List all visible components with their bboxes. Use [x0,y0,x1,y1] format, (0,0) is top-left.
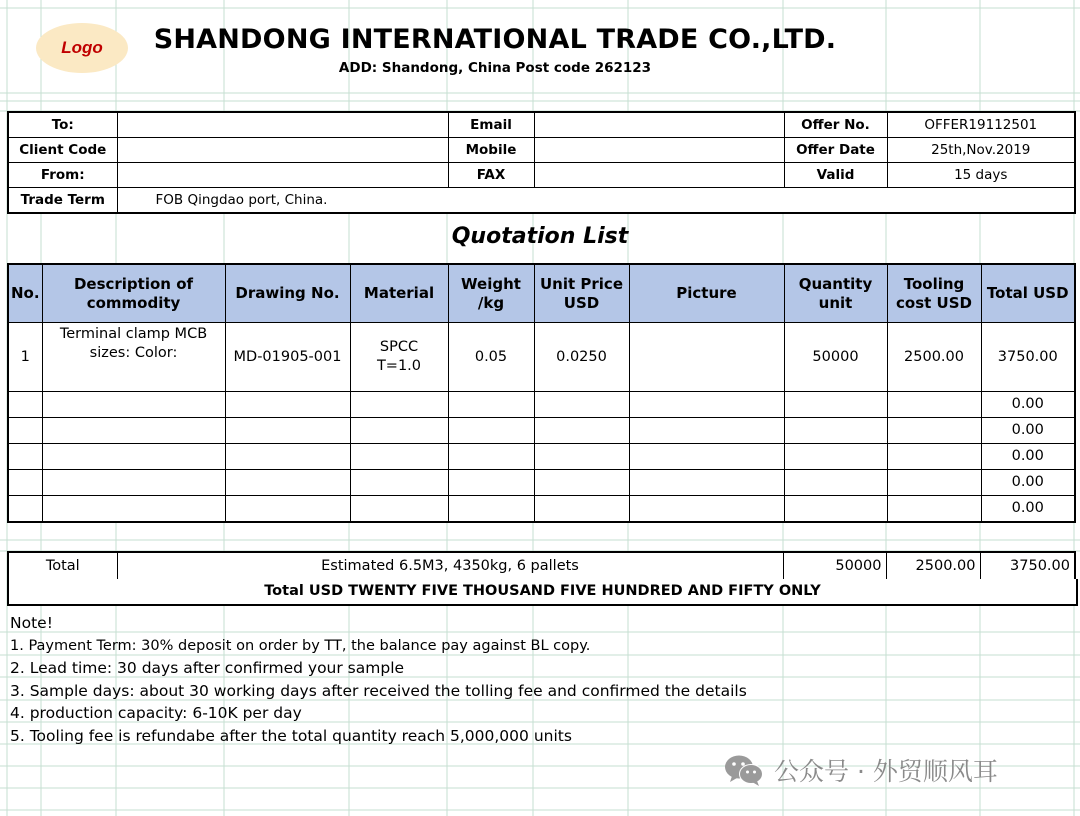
empty-cell[interactable] [629,470,784,496]
table-row [8,444,1075,470]
col-header-total: Total USD [981,264,1075,323]
note-item: 2. Lead time: 30 days after confirmed your sample [10,659,405,677]
row-total[interactable]: 0.00 [981,444,1075,470]
empty-cell[interactable] [534,496,629,523]
empty-cell[interactable] [350,444,448,470]
totals-row [8,552,1075,580]
col-header-material: Material [350,264,448,323]
item-drawing-no[interactable]: MD-01905-001 [225,323,350,392]
watermark [724,752,998,788]
item-total[interactable]: 3750.00 [981,323,1075,392]
totals-quantity[interactable]: 50000 [783,552,886,580]
notes-title: Note! [10,614,53,632]
valid-label: Valid [784,163,887,188]
totals-table [7,551,1076,581]
company-address: ADD: Shandong, China Post code 262123 [338,60,652,76]
table-row [8,392,1075,418]
col-header-picture: Picture [629,264,784,323]
empty-cell[interactable] [534,392,629,418]
note-item: 3. Sample days: about 30 working days after received the tolling fee and confirmed the details [10,681,747,700]
empty-cell[interactable] [350,392,448,418]
item-quantity[interactable]: 50000 [784,323,887,392]
fax-label: FAX [448,163,534,188]
col-header-no: No. [8,264,42,323]
col-header-description: Description of commodity [42,264,225,323]
empty-cell[interactable] [42,496,225,523]
item-no[interactable]: 1 [8,323,42,392]
row-total[interactable]: 0.00 [981,392,1075,418]
totals-total[interactable]: 3750.00 [980,552,1075,580]
col-header-tooling-cost: Tooling cost USD [887,264,981,323]
quotation-header-row [8,264,1075,323]
mobile-label: Mobile [448,138,534,163]
empty-cell[interactable] [784,392,887,418]
empty-cell[interactable] [350,418,448,444]
empty-cell[interactable] [8,470,42,496]
info-row-to [8,112,1075,138]
client-code-value[interactable] [117,138,448,163]
table-row [8,323,1075,392]
email-value[interactable] [534,112,784,138]
note-item: 5. Tooling fee is refundabe after the total quantity reach 5,000,000 units [10,726,572,745]
totals-tooling[interactable]: 2500.00 [886,552,980,580]
empty-cell[interactable] [887,392,981,418]
row-total[interactable]: 0.00 [981,496,1075,523]
empty-cell[interactable] [225,444,350,470]
empty-cell[interactable] [350,496,448,523]
empty-cell[interactable] [225,392,350,418]
empty-cell[interactable] [887,496,981,523]
table-row [8,418,1075,444]
offer-no-label: Offer No. [784,112,887,138]
empty-cell[interactable] [42,470,225,496]
empty-cell[interactable] [534,444,629,470]
empty-cell[interactable] [42,444,225,470]
info-row-from [8,163,1075,188]
col-header-weight: Weight /kg [448,264,534,323]
empty-cell[interactable] [42,418,225,444]
notes-section [10,612,747,747]
client-code-label: Client Code [8,138,117,163]
empty-cell[interactable] [534,470,629,496]
empty-cell[interactable] [225,470,350,496]
company-logo [36,23,128,73]
col-header-drawing-no: Drawing No. [225,264,350,323]
info-row-trade-term [8,188,1075,214]
totals-estimate[interactable]: Estimated 6.5M3, 4350kg, 6 pallets [117,552,783,580]
quotation-table [7,263,1076,523]
to-label: To: [8,112,117,138]
from-label: From: [8,163,117,188]
empty-cell[interactable] [8,392,42,418]
offer-no-value[interactable]: OFFER19112501 [887,112,1075,138]
logo-text: Logo [61,38,103,57]
empty-cell[interactable] [784,470,887,496]
empty-cell[interactable] [448,496,534,523]
watermark-text: 公众号 · 外贸顺风耳 [774,757,998,786]
trade-term-value[interactable]: FOB Qingdao port, China. [117,188,1075,214]
note-item: 1. Payment Term: 30% deposit on order by TT, the balance pay against BL copy. [10,637,591,654]
mobile-value[interactable] [534,138,784,163]
empty-cell[interactable] [448,392,534,418]
empty-cell[interactable] [629,444,784,470]
table-row [8,470,1075,496]
item-picture[interactable] [629,323,784,392]
empty-cell[interactable] [225,418,350,444]
row-total[interactable]: 0.00 [981,470,1075,496]
row-total[interactable]: 0.00 [981,418,1075,444]
empty-cell[interactable] [8,496,42,523]
item-unit-price[interactable]: 0.0250 [534,323,629,392]
empty-cell[interactable] [448,418,534,444]
company-name: SHANDONG INTERNATIONAL TRADE CO.,LTD. [153,24,837,55]
empty-cell[interactable] [448,470,534,496]
empty-cell[interactable] [887,418,981,444]
empty-cell[interactable] [887,470,981,496]
offer-date-value[interactable]: 25th,Nov.2019 [887,138,1075,163]
to-value[interactable] [117,112,448,138]
trade-term-label: Trade Term [8,188,117,214]
empty-cell[interactable] [629,392,784,418]
empty-cell[interactable] [8,418,42,444]
table-row [8,496,1075,523]
empty-cell[interactable] [8,444,42,470]
empty-cell[interactable] [784,496,887,523]
col-header-quantity: Quantity unit [784,264,887,323]
fax-value[interactable] [534,163,784,188]
note-item: 4. production capacity: 6-10K per day [10,704,302,722]
total-in-words[interactable]: Total USD TWENTY FIVE THOUSAND FIVE HUNDRED AND FIFTY ONLY [7,579,1078,606]
item-material[interactable]: SPCC T=1.0 [350,323,448,392]
col-header-unit-price: Unit Price USD [534,264,629,323]
empty-cell[interactable] [225,496,350,523]
totals-label: Total [8,552,117,580]
empty-cell[interactable] [448,444,534,470]
wechat-icon [724,753,764,787]
item-description[interactable]: Terminal clamp MCB sizes: Color: [42,323,225,392]
offer-date-label: Offer Date [784,138,887,163]
item-weight[interactable]: 0.05 [448,323,534,392]
empty-cell[interactable] [42,392,225,418]
info-row-client [8,138,1075,163]
quotation-title: Quotation List [451,224,629,249]
empty-cell[interactable] [887,444,981,470]
empty-cell[interactable] [784,418,887,444]
empty-cell[interactable] [784,444,887,470]
item-tooling-cost[interactable]: 2500.00 [887,323,981,392]
valid-value[interactable]: 15 days [887,163,1075,188]
email-label: Email [448,112,534,138]
empty-cell[interactable] [629,496,784,523]
empty-cell[interactable] [534,418,629,444]
empty-cell[interactable] [350,470,448,496]
from-value[interactable] [117,163,448,188]
empty-cell[interactable] [629,418,784,444]
offer-info-table [7,111,1076,214]
